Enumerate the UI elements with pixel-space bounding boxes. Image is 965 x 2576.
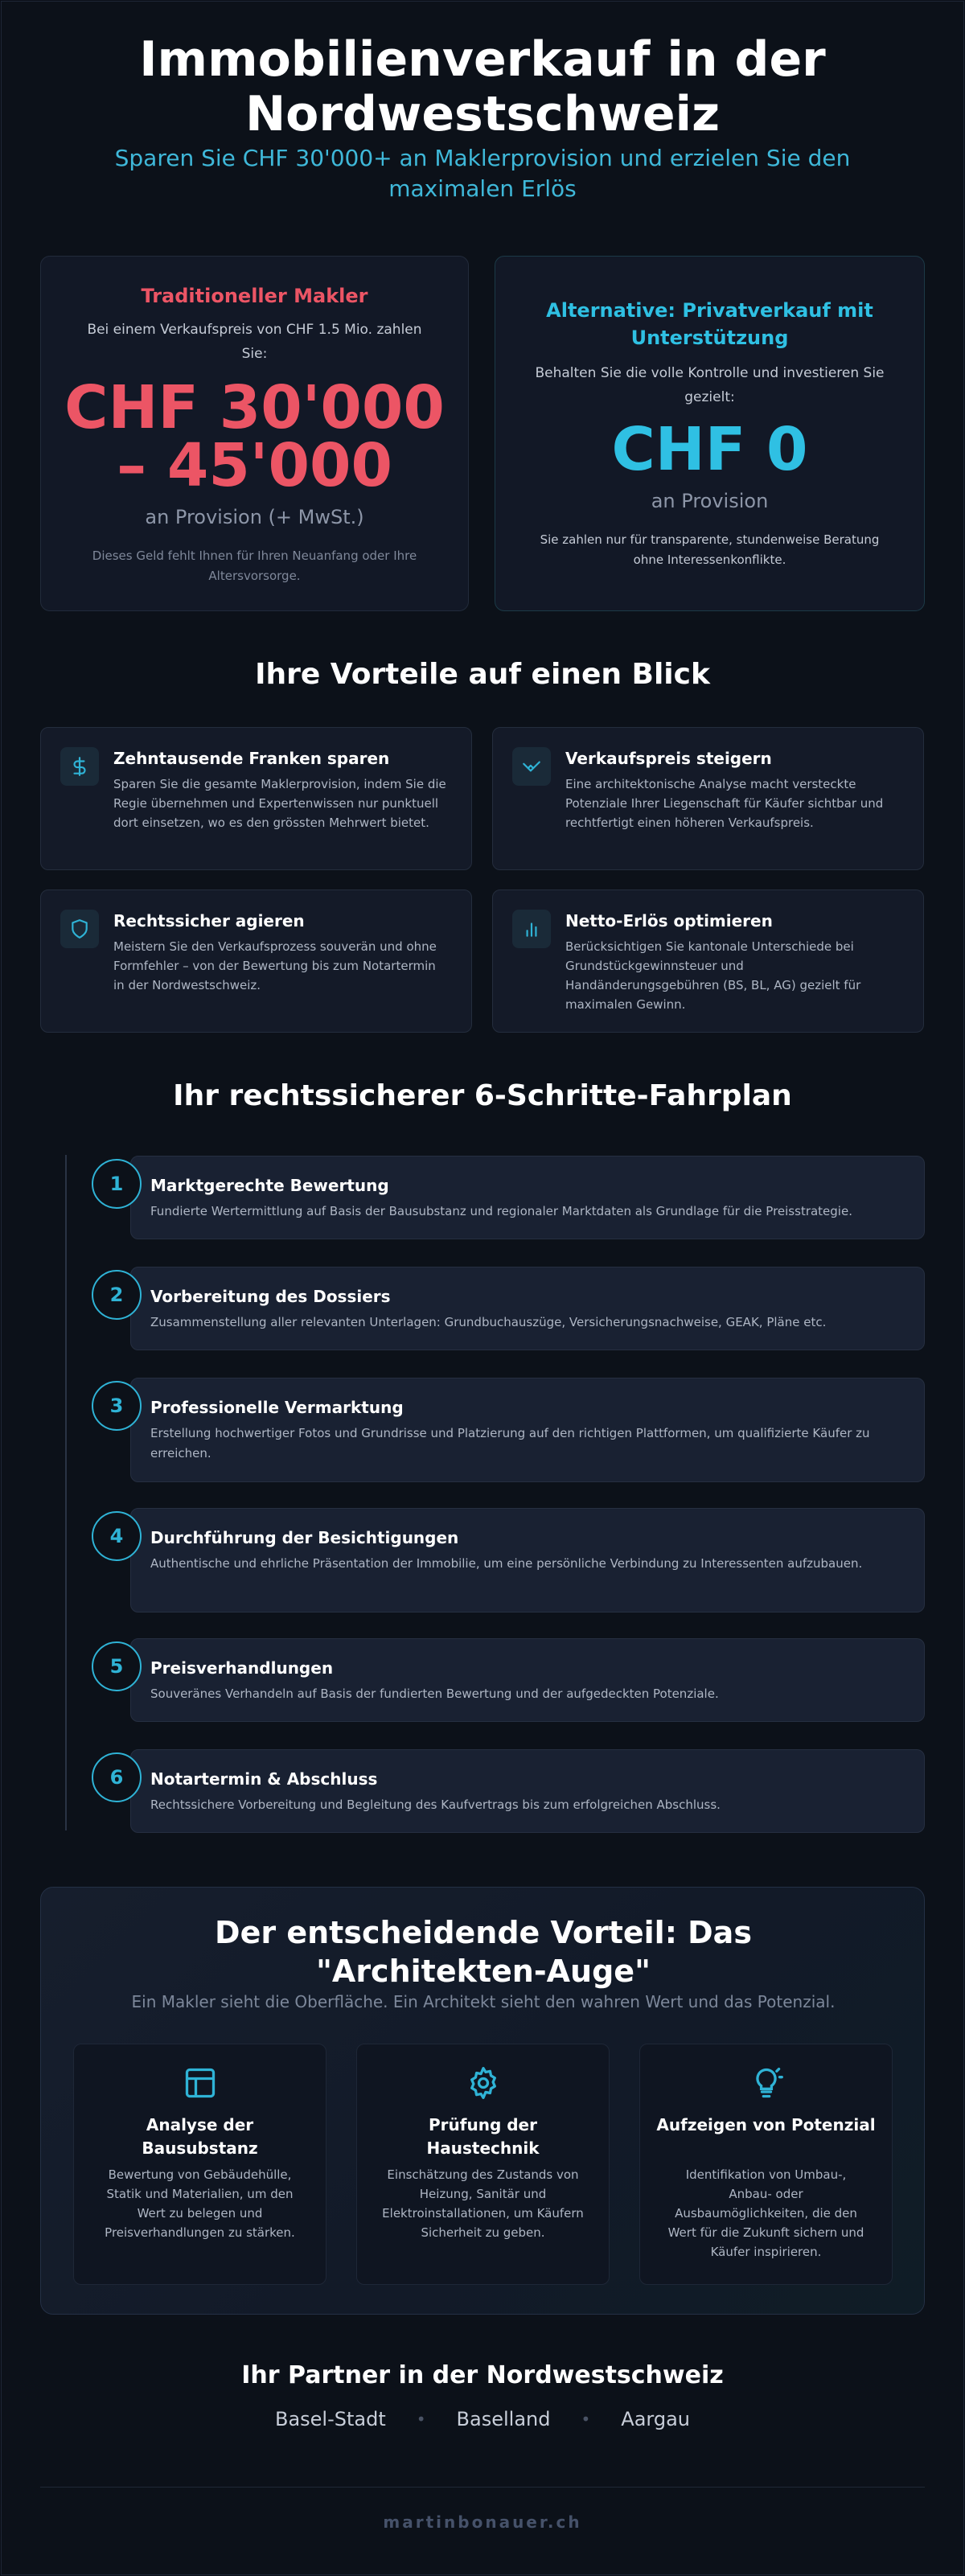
step-title: Preisverhandlungen (150, 1658, 334, 1678)
step-card (130, 1378, 925, 1482)
footer-site-link[interactable]: martinbonauer.ch (383, 2512, 582, 2532)
architect-subtitle: Ein Makler sieht die Oberfläche. Ein Architekt sieht den wahren Wert und das Potenzial. (131, 1992, 836, 2011)
timeline-line (65, 1155, 67, 1830)
traditional-price: CHF 30'000 – 45'000 (64, 373, 445, 500)
step-number: 2 (92, 1270, 142, 1320)
architect-card (73, 2044, 326, 2285)
benefit-title: Rechtssicher agieren (113, 911, 305, 931)
roadmap-title: Ihr rechtssicherer 6-Schritte-Fahrplan (173, 1079, 792, 1112)
step-card (130, 1749, 925, 1833)
step-text: Souveränes Verhandeln auf Basis der fundierten Bewertung und der aufgedeckten Potenziale. (150, 1687, 719, 1701)
step-title: Vorbereitung des Dossiers (150, 1287, 391, 1306)
step-title: Professionelle Vermarktung (150, 1398, 404, 1417)
architect-card (639, 2044, 893, 2285)
benefit-title: Verkaufspreis steigern (565, 749, 772, 768)
dollar-icon (60, 747, 99, 786)
step-card (130, 1508, 925, 1613)
architect-card-text: Einschätzung des Zustands von Heizung, Sanitär und Elektroinstallationen, um Käufern Sicherheit zu geben. (382, 2167, 584, 2240)
architect-title: Der entscheidende Vorteil: Das "Architekten-Auge" (215, 1915, 752, 1989)
step-text: Zusammenstellung aller relevanten Unterlagen: Grundbuchauszüge, Versicherungsnachweise, GEAK, Pläne etc. (150, 1315, 827, 1329)
step-number: 5 (92, 1641, 142, 1691)
step-number: 3 (92, 1381, 142, 1431)
alternative-note: Sie zahlen nur für transparente, stundenweise Beratung ohne Interessenkonflikte. (540, 532, 880, 567)
gear-icon (357, 2065, 609, 2101)
benefit-text: Meistern Sie den Verkaufsprozess souverän und ohne Formfehler – von der Bewertung bis zum Notartermin in der Nordwestschweiz. (113, 939, 437, 992)
handshake-icon (512, 747, 551, 786)
benefit-text: Eine architektonische Analyse macht versteckte Potenziale Ihrer Liegenschaft für Käufer sichtbar und rechtfertigt einen höheren Verkaufspreis. (565, 777, 884, 830)
region-item: Baselland (456, 2408, 551, 2430)
benefit-text: Sparen Sie die gesamte Maklerprovision, indem Sie die Regie übernehmen und Expertenwissen nur punktuell dort einsetzen, wo es den grössten Mehrwert bietet. (113, 777, 446, 830)
traditional-unit: an Provision (+ MwSt.) (145, 506, 364, 528)
shield-icon (60, 910, 99, 948)
architect-section (40, 1887, 925, 2315)
benefit-card (40, 727, 472, 870)
benefit-title: Netto-Erlös optimieren (565, 911, 773, 931)
step-title: Marktgerechte Bewertung (150, 1176, 389, 1195)
benefit-text: Berücksichtigen Sie kantonale Unterschiede bei Grundstückgewinnsteuer und Handänderungsgebühren (BS, BL, AG) gezielt für maximalen Gewinn. (565, 939, 861, 1012)
lightbulb-icon (640, 2065, 892, 2101)
architect-card-text: Bewertung von Gebäudehülle, Statik und Materialien, um den Wert zu belegen und Preisverhandlungen zu stärken. (105, 2167, 295, 2240)
region-item: Basel-Stadt (274, 2408, 386, 2430)
benefit-card (492, 889, 924, 1033)
architect-card-title: Analyse der Bausubstanz (142, 2115, 258, 2158)
region-item: Aargau (621, 2408, 691, 2430)
architect-card-title: Prüfung der Haustechnik (426, 2115, 540, 2158)
step-number: 4 (92, 1511, 142, 1561)
traditional-description: Bei einem Verkaufspreis von CHF 1.5 Mio. zahlen Sie: (87, 322, 422, 362)
layout-icon (74, 2065, 326, 2101)
alternative-price: CHF 0 (611, 415, 808, 484)
partner-title: Ihr Partner in der Nordwestschweiz (241, 2361, 724, 2389)
alternative-unit: an Provision (651, 490, 769, 512)
separator-dot: • (416, 2410, 426, 2429)
step-card (130, 1638, 925, 1722)
step-text: Fundierte Wertermittlung auf Basis der Bausubstanz und regionaler Marktdaten als Grundlage für die Preisstrategie. (150, 1204, 852, 1218)
page-subtitle: Sparen Sie CHF 30'000+ an Maklerprovision und erzielen Sie den maximalen Erlös (114, 145, 851, 202)
step-number: 6 (92, 1752, 142, 1802)
architect-card-title: Aufzeigen von Potenzial (656, 2115, 876, 2134)
traditional-broker-card (40, 256, 469, 611)
step-text: Rechtssichere Vorbereitung und Begleitung des Kaufvertrags bis zum erfolgreichen Abschluss. (150, 1797, 721, 1812)
benefit-card (40, 889, 472, 1033)
benefits-title: Ihre Vorteile auf einen Blick (255, 658, 710, 691)
benefit-title: Zehntausende Franken sparen (113, 749, 390, 768)
step-text: Erstellung hochwertiger Fotos und Grundrisse und Platzierung auf den richtigen Plattformen, um qualifizierte Käufer zu erreichen. (150, 1426, 870, 1461)
traditional-heading: Traditioneller Makler (141, 285, 368, 307)
bar-chart-icon (512, 910, 551, 948)
architect-card-text: Identifikation von Umbau-, Anbau- oder Ausbaumöglichkeiten, die den Wert für die Zukunft sichern und Käufer inspirieren. (667, 2167, 864, 2259)
step-card (130, 1156, 925, 1239)
region-list (0, 2408, 965, 2430)
step-card (130, 1267, 925, 1350)
footer-divider (40, 2487, 925, 2488)
page-title: Immobilienverkauf in der Nordwestschweiz (139, 31, 826, 142)
alternative-heading: Alternative: Privatverkauf mit Unterstützung (546, 299, 873, 349)
step-title: Notartermin & Abschluss (150, 1769, 378, 1789)
step-text: Authentische und ehrliche Präsentation der Immobilie, um eine persönliche Verbindung zu Interessenten aufzubauen. (150, 1556, 863, 1571)
architect-card (356, 2044, 610, 2285)
traditional-note: Dieses Geld fehlt Ihnen für Ihren Neuanfang oder Ihre Altersvorsorge. (92, 548, 417, 583)
alternative-description: Behalten Sie die volle Kontrolle und investieren Sie gezielt: (535, 365, 885, 405)
step-number: 1 (92, 1159, 142, 1209)
benefit-card (492, 727, 924, 870)
separator-dot: • (581, 2410, 591, 2429)
alternative-card (495, 256, 925, 611)
step-title: Durchführung der Besichtigungen (150, 1528, 459, 1547)
